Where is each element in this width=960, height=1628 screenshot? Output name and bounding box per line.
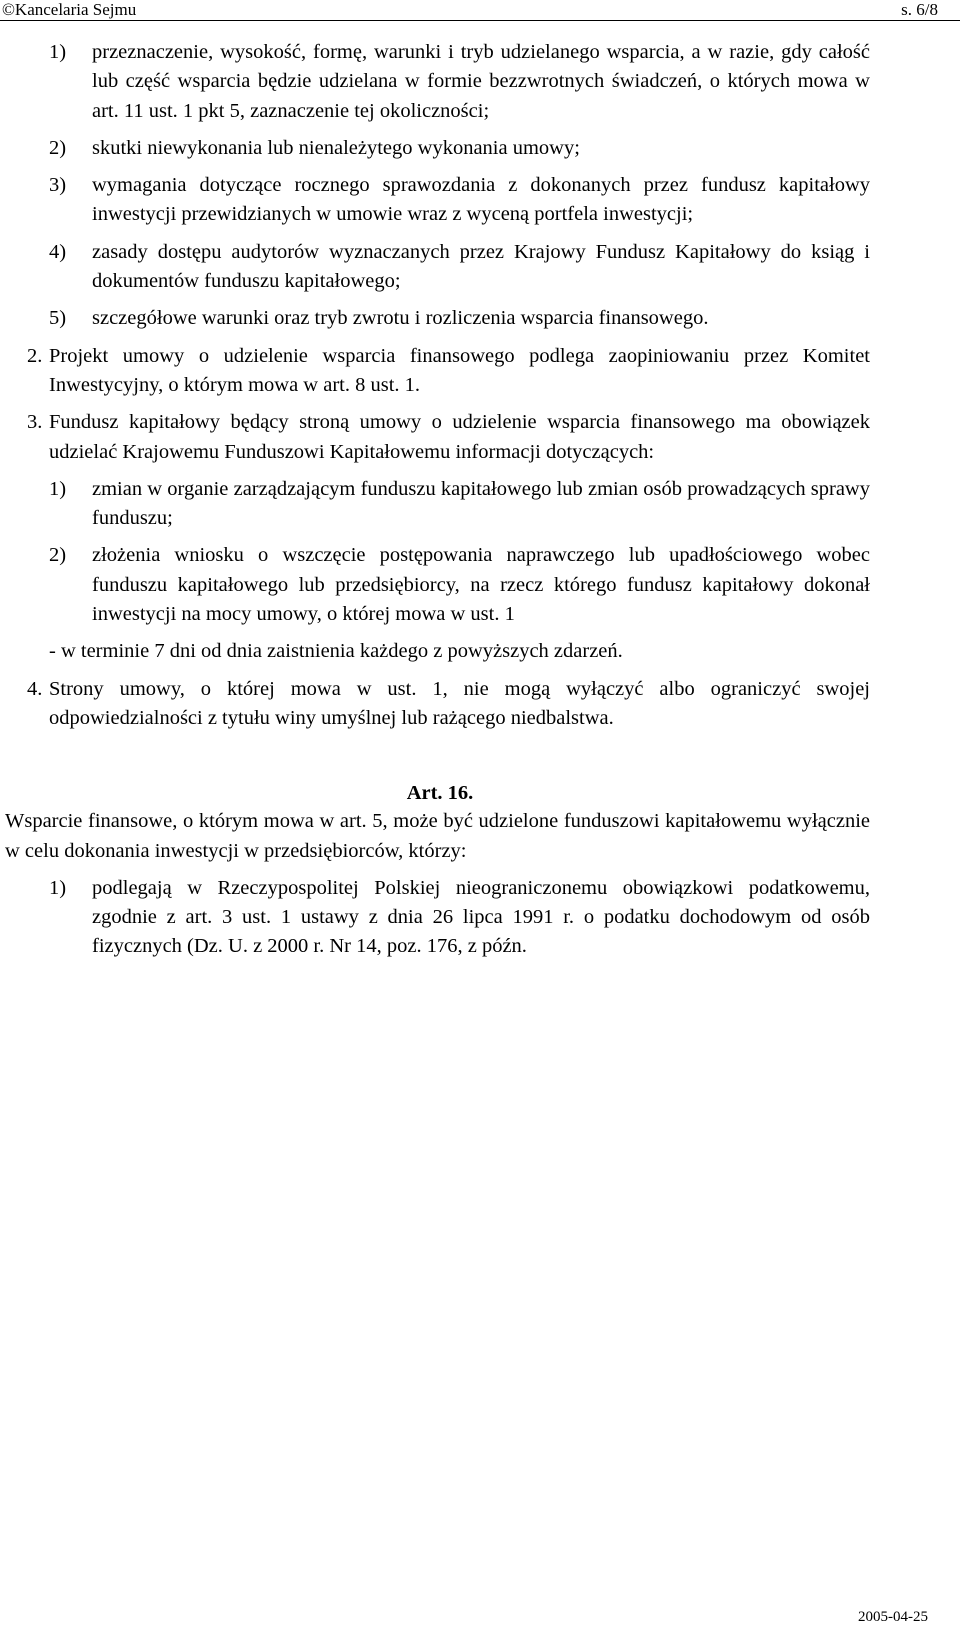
ust-text: Strony umowy, o której mowa w ust. 1, nie mogą wyłączyć albo ograniczyć swojej odpowiedzialności z tytułu winy umyślnej lub rażącego niedbalstwa. [49,677,870,729]
item-text: zasady dostępu audytorów wyznaczanych przez Krajowy Fundusz Kapitałowy do ksiąg i dokumentów funduszu kapitałowego; [92,240,870,293]
list-item [0,541,880,629]
paragraph-ust-3 [0,408,880,467]
copyright-label: ©Kancelaria Sejmu [2,0,137,19]
item-text: szczegółowe warunki oraz tryb zwrotu i rozliczenia wsparcia finansowego. [92,307,709,330]
footer-date: 2005-04-25 [858,1609,928,1625]
article-intro: Wsparcie finansowe, o którym mowa w art. 5, może być udzielone funduszowi kapitałowemu wyłącznie w celu dokonania inwestycji w przedsiębiorców, którzy: [5,810,870,862]
item-number: 4) [49,240,67,263]
item-text: złożenia wniosku o wszczęcie postępowania naprawczego lub upadłościowego wobec funduszu kapitałowego lub przedsiębiorcy, na rzecz którego fundusz kapitałowy dokonał inwestycji na mocy umowy, o której mowa w ust. 1 [92,544,870,626]
item-number: 1) [49,876,67,899]
document-body [0,38,880,962]
list-item [0,475,880,534]
paragraph-ust-4 [0,675,880,734]
item-text: przeznaczenie, wysokość, formę, warunki i tryb udzielanego wsparcia, a w razie, gdy całość lub część wsparcia będzie udzielana w formie bezzwrotnych świadczeń, o których mowa w art. 11 ust. 1 pkt 5, zaznaczenie tej okoliczności; [92,41,870,122]
item-number: 5) [49,307,67,330]
item-number: 1) [49,477,67,500]
ust-number: 2. [27,344,43,367]
item-text: wymagania dotyczące rocznego sprawozdania z dokonanych przez fundusz kapitałowy inwestycji przewidzianych w umowie wraz z wyceną portfela inwestycji; [92,174,870,226]
deadline-note: - w terminie 7 dni od dnia zaistnienia każdego z powyższych zdarzeń. [49,640,623,663]
item-number: 2) [49,136,67,159]
item-number: 1) [49,41,67,63]
article-heading: Art. 16. [406,782,474,805]
item-number: 3) [49,174,67,197]
list-item [0,304,880,333]
list-item [0,874,880,962]
item-number: 2) [49,544,67,567]
page-number: s. 6/8 [901,0,938,19]
item-text: skutki niewykonania lub nienależytego wykonania umowy; [92,136,580,159]
ust-text: Projekt umowy o udzielenie wsparcia finansowego podlega zaopiniowaniu przez Komitet Inwestycyjny, o którym mowa w art. 8 ust. 1. [49,344,870,396]
ust-text: Fundusz kapitałowy będący stroną umowy o udzielenie wsparcia finansowego ma obowiązek udzielać Krajowemu Funduszowi Kapitałowemu informacji dotyczących: [49,411,870,463]
list-item [0,38,880,126]
page-header [0,0,960,20]
header-rule [0,20,960,21]
list-item [0,134,880,163]
paragraph-ust-2 [0,342,880,401]
item-text: podlegają w Rzeczypospolitej Polskiej nieograniczonemu obowiązkowi podatkowemu, zgodnie z art. 3 ust. 1 ustawy z dnia 26 lipca 1991 r. o podatku dochodowym od osób fizycznych (Dz. U. z 2000 r. Nr 14, poz. 176, z późn. [92,876,870,958]
ust-number: 3. [27,411,43,434]
list-item [0,171,880,230]
item-text: zmian w organie zarządzającym funduszu kapitałowego lub zmian osób prowadzących sprawy funduszu; [92,477,870,530]
list-item [0,238,880,297]
ust-number: 4. [27,677,43,700]
